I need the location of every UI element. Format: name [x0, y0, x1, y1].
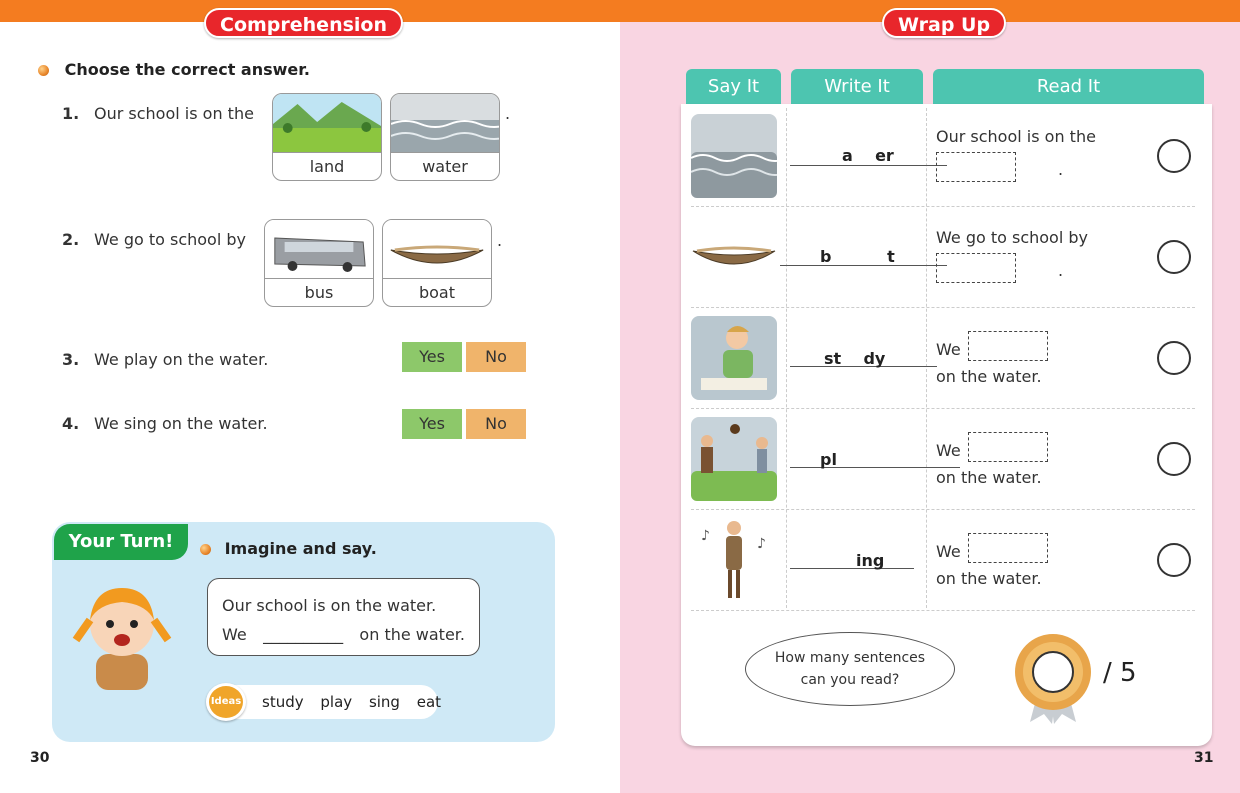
boat-icon — [383, 220, 491, 278]
write-letters: b t — [820, 247, 895, 266]
your-turn-instruction — [200, 539, 377, 558]
write-line — [790, 467, 960, 468]
question-2 — [62, 230, 246, 249]
question-number: 3. — [62, 350, 80, 369]
speech-bubble — [207, 578, 480, 656]
row-divider — [691, 307, 1195, 308]
answer-box[interactable] — [968, 331, 1048, 361]
answer-box[interactable] — [936, 253, 1016, 283]
read-text-2: on the water. — [936, 367, 1042, 386]
no-button[interactable]: No — [466, 342, 526, 372]
bubble-word: on the water. — [359, 625, 465, 644]
read-text: We — [936, 340, 961, 359]
ideas-words — [262, 685, 453, 719]
choice-land[interactable] — [272, 93, 382, 181]
answer-box[interactable] — [968, 432, 1048, 462]
choice-bus[interactable] — [264, 219, 374, 307]
blank-line: __________ — [263, 625, 344, 644]
question-1 — [62, 104, 254, 123]
check-circle[interactable] — [1157, 341, 1191, 375]
column-header-say: Say It — [686, 69, 781, 105]
svg-text:♪: ♪ — [701, 528, 710, 544]
column-divider — [926, 108, 927, 608]
period: . — [1058, 261, 1064, 280]
choice-boat[interactable] — [382, 219, 492, 307]
check-circle[interactable] — [1157, 442, 1191, 476]
bullet-icon — [200, 544, 211, 555]
question-line-1: How many sentences — [774, 650, 926, 666]
write-line — [790, 165, 947, 166]
ideas-badge: Ideas — [206, 683, 246, 721]
sing-icon — [691, 518, 777, 602]
question-text: We go to school by — [94, 230, 246, 249]
bubble-line-1: Our school is on the water. — [222, 596, 437, 615]
instruction-text: Choose the correct answer. — [64, 60, 310, 79]
column-header-read: Read It — [933, 69, 1204, 105]
question-number: 2. — [62, 230, 80, 249]
no-button[interactable]: No — [466, 409, 526, 439]
svg-text:♪: ♪ — [757, 536, 766, 552]
write-letters: pl — [820, 450, 837, 469]
instruction — [38, 60, 310, 79]
check-circle[interactable] — [1157, 240, 1191, 274]
instruction-text: Imagine and say. — [224, 539, 377, 558]
boat-icon — [691, 215, 777, 299]
girl-icon — [66, 574, 178, 694]
wrap-up-title: Wrap Up — [882, 8, 1006, 38]
write-letters: a er — [842, 146, 894, 165]
write-line — [790, 568, 914, 569]
row-divider — [691, 408, 1195, 409]
choice-label: bus — [265, 278, 373, 306]
answer-box[interactable] — [936, 152, 1016, 182]
choice-label: water — [391, 152, 499, 180]
bullet-icon — [38, 65, 49, 76]
column-header-write: Write It — [791, 69, 923, 105]
top-bar — [0, 0, 1240, 22]
play-icon — [691, 417, 777, 501]
period: . — [497, 231, 503, 250]
row-divider — [691, 206, 1195, 207]
question-text: We sing on the water. — [94, 414, 268, 433]
question-4 — [62, 414, 268, 433]
choice-label: land — [273, 152, 381, 180]
badge-icon — [1012, 632, 1094, 724]
yes-button[interactable]: Yes — [402, 409, 462, 439]
question-3 — [62, 350, 268, 369]
idea-word: study — [262, 693, 304, 711]
ideas-box — [206, 685, 442, 719]
row-divider — [691, 509, 1195, 510]
read-text: We — [936, 441, 961, 460]
period: . — [1058, 160, 1064, 179]
question-number: 1. — [62, 104, 80, 123]
water-icon — [691, 114, 777, 198]
row-divider — [691, 610, 1195, 611]
choice-water[interactable] — [390, 93, 500, 181]
period: . — [505, 104, 511, 123]
page-number-left: 30 — [30, 750, 50, 766]
your-turn-tag: Your Turn! — [54, 524, 188, 560]
read-text: Our school is on the — [936, 127, 1096, 146]
score-total: / 5 — [1103, 658, 1137, 688]
question-bubble — [745, 632, 955, 706]
page-number-right: 31 — [1194, 750, 1214, 766]
write-letters: st dy — [824, 349, 886, 368]
read-text: We go to school by — [936, 228, 1088, 247]
check-circle[interactable] — [1157, 543, 1191, 577]
bubble-line-2 — [222, 620, 465, 649]
column-divider — [786, 108, 787, 608]
question-number: 4. — [62, 414, 80, 433]
study-icon — [691, 316, 777, 400]
idea-word: sing — [368, 693, 400, 711]
idea-word: eat — [416, 693, 442, 711]
water-icon — [391, 94, 499, 152]
check-circle[interactable] — [1157, 139, 1191, 173]
idea-word: play — [320, 693, 353, 711]
yes-button[interactable]: Yes — [402, 342, 462, 372]
question-text: We play on the water. — [94, 350, 269, 369]
bubble-word: We — [222, 625, 247, 644]
bus-icon — [265, 220, 373, 278]
read-text-2: on the water. — [936, 468, 1042, 487]
question-line-2: can you read? — [800, 672, 900, 688]
choice-label: boat — [383, 278, 491, 306]
comprehension-title: Comprehension — [204, 8, 403, 38]
answer-box[interactable] — [968, 533, 1048, 563]
read-text: We — [936, 542, 961, 561]
write-letters: ing — [856, 551, 885, 570]
land-icon — [273, 94, 381, 152]
question-text: Our school is on the — [94, 104, 254, 123]
read-text-2: on the water. — [936, 569, 1042, 588]
